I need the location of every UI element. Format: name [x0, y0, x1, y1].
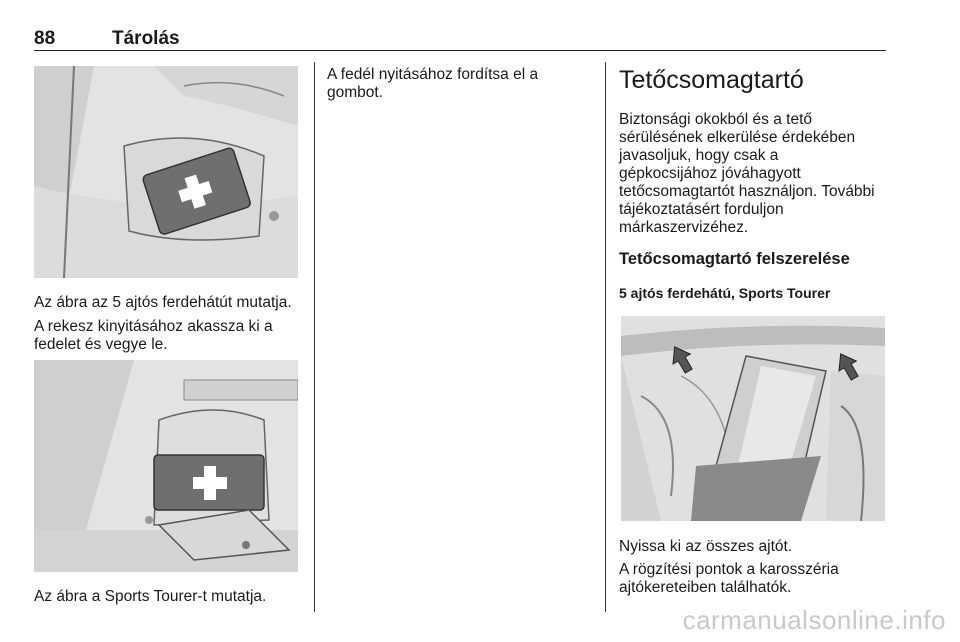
header-rule: [34, 50, 886, 51]
roof-rack-heading: Tetőcsomagtartó: [619, 66, 804, 94]
roof-rack-mounting-figure: [621, 316, 885, 521]
figure-caption-sports-tourer: Az ábra a Sports Tourer-t mutatja.: [34, 588, 267, 605]
instruction-turn-knob: A fedél nyitásához fordítsa el a gombot.: [327, 66, 539, 101]
column-divider-right: [605, 62, 606, 612]
sports-tourer-compartment-figure: [34, 360, 298, 572]
variant-heading: 5 ajtós ferdehátú, Sports Tourer: [619, 285, 831, 301]
figure-caption-hatchback: Az ábra az 5 ajtós ferdehátút mutatja.: [34, 294, 292, 311]
roof-rack-intro: Biztonsági okokból és a tető sérülésének elkerülése érdekében javasoljuk, hogy csak a gépkocsijához jóváhagyott tetőcsomagtartót használjon. További tájékoztatásért forduljon márkaszervizéhez.: [619, 111, 875, 236]
page-number: 88: [34, 28, 56, 49]
instruction-unhook-cover: A rekesz kinyitásához akassza ki a fedelet és vegye le.: [34, 318, 273, 353]
section-title: Tárolás: [112, 28, 180, 49]
column-divider-left: [314, 62, 315, 612]
roof-rack-installation-heading: Tetőcsomagtartó felszerelése: [619, 250, 850, 268]
step-open-doors: Nyissa ki az összes ajtót.: [619, 538, 793, 555]
hatchback-compartment-figure: [34, 66, 298, 278]
watermark: carmanualsonline.info: [682, 605, 946, 635]
step-mounting-points: A rögzítési pontok a karosszéria ajtókereteiben találhatók.: [619, 561, 839, 596]
